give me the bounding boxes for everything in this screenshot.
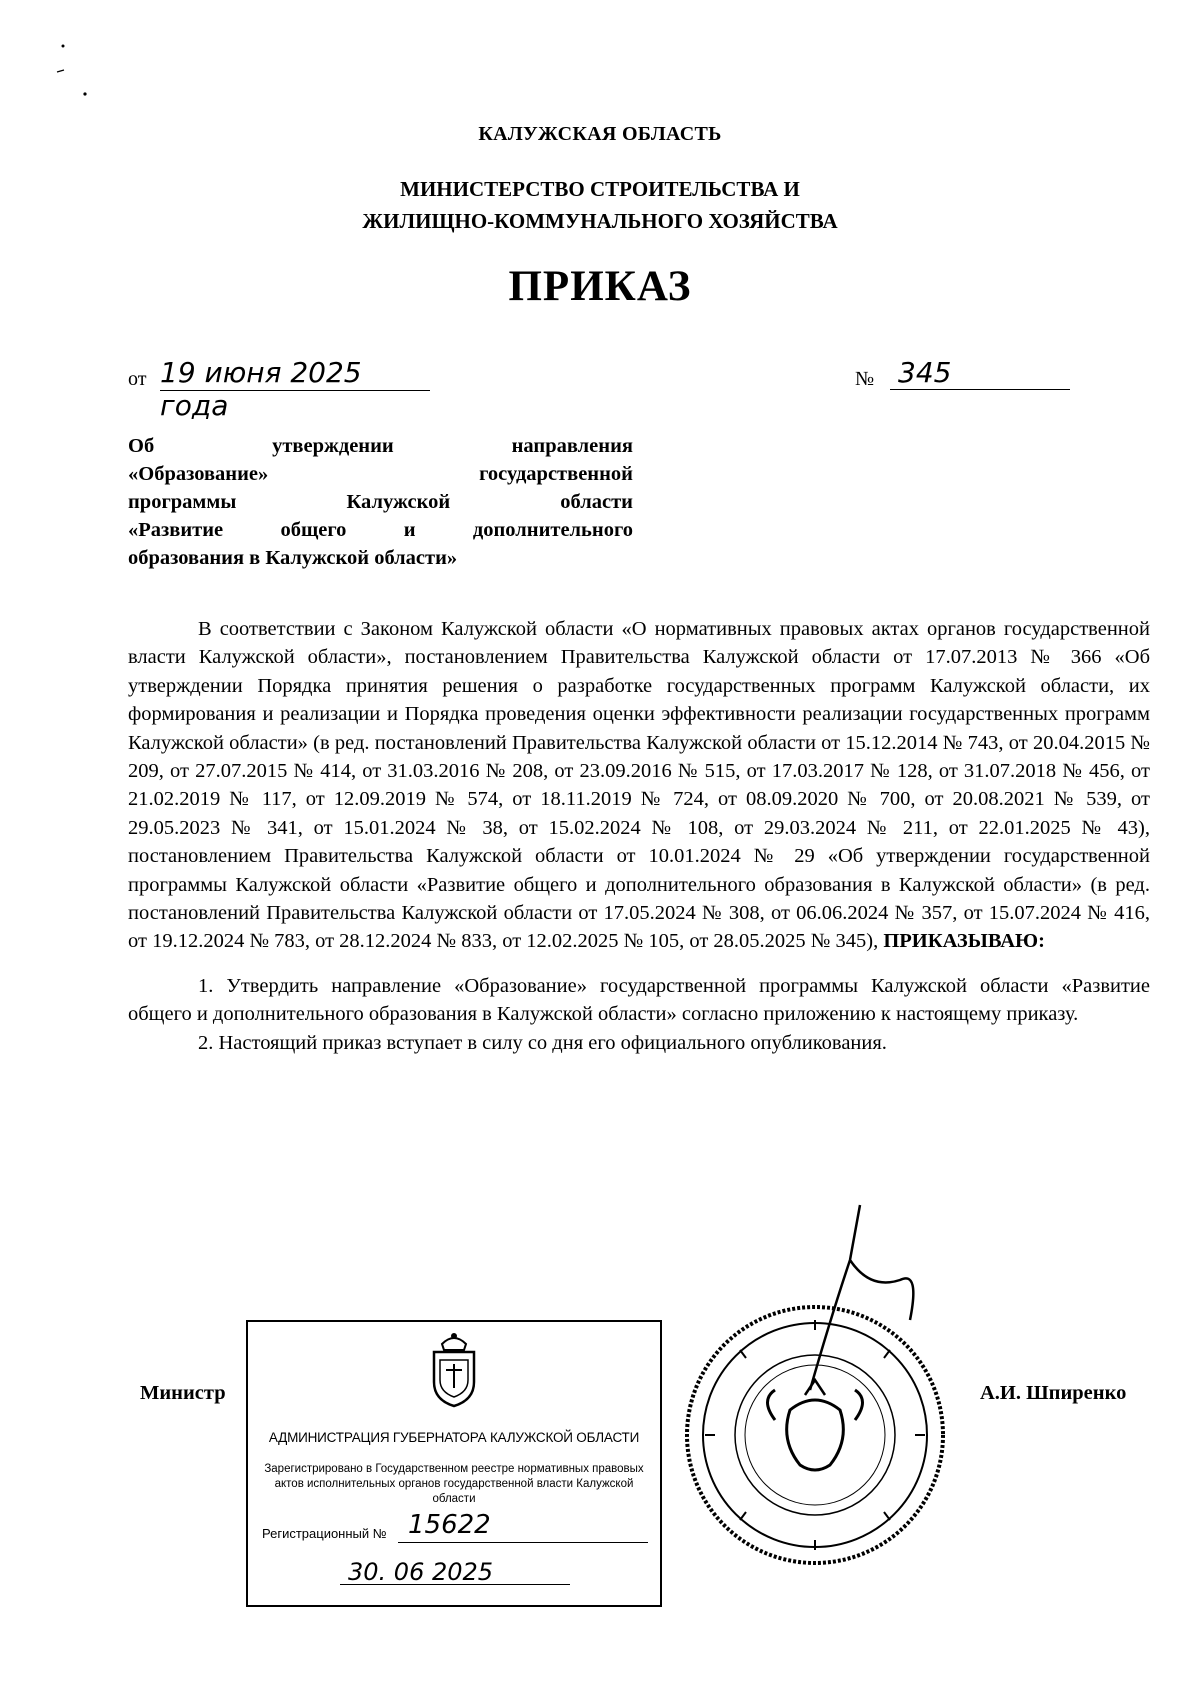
preamble-text: В соответствии с Законом Калужской области «О нормативных правовых актах органов государственной власти Калужской области», постановлением Правительства Калужской области от 17.07.2013 № 366 «Об утверждении Порядка принятия решения о разработке государственных программ Калужской области, их формирования и реализации и Порядка проведения оценки эффективности реализации государственных программ Калужской области» (в ред. постановлений Правительства Калужской области от 15.12.2014 № 743, от 20.04.2015 № 209, от 27.07.2015 № 414, от 31.03.2016 № 208, от 23.09.2016 № 515, от 17.03.2017 № 128, от 31.07.2018 № 456, от 21.02.2019 № 117, от 12.09.2019 № 574, от 18.11.2019 № 724, от 08.09.2020 № 700, от 20.08.2021 № 539, от 29.05.2023 № 341, от 15.01.2024 № 38, от 15.02.2024 № 108, от 29.03.2024 № 211, от 22.01.2025 № 43), постановлением Правительства Калужской области от 10.01.2024 № 29 «Об утверждении государственной программы Калужской области «Развитие общего и дополнительного образования в Калужской области» (в ред. постановлений Правительства Калужской области от 17.05.2024 № 308, от 06.06.2024 № 357, от 15.07.2024 № 416, от 19.12.2024 № 783, от 28.12.2024 № 833, от 12.02.2025 № 105, от 28.05.2025 № 345), xyxy=(128,618,1150,953)
preamble-paragraph xyxy=(128,615,1150,956)
order-item-2: 2. Настоящий приказ вступает в силу со дня его официального опубликования. xyxy=(198,1031,887,1054)
subject-line-4: «Развитие общего и дополнительного xyxy=(128,519,633,541)
stamp-reg-number: 15622 xyxy=(408,1510,491,1540)
ministry-line-1: МИНИСТЕРСТВО СТРОИТЕЛЬСТВА И xyxy=(400,177,800,201)
subject-line-1: Об утверждении направления xyxy=(128,435,633,457)
date-prefix: от xyxy=(128,368,147,390)
number-prefix: № xyxy=(855,368,875,390)
signer-title: Министр xyxy=(140,1382,226,1404)
document-subject xyxy=(128,432,633,572)
coat-of-arms-icon xyxy=(424,1330,484,1410)
order-word: ПРИКАЗЫВАЮ: xyxy=(883,930,1045,953)
document-type-title: ПРИКАЗ xyxy=(508,263,692,310)
document-body xyxy=(128,615,1150,1057)
subject-line-2: «Образование» государственной xyxy=(128,463,633,485)
handwritten-signature xyxy=(790,1200,930,1400)
handwritten-number: 345 xyxy=(890,356,1070,390)
scan-specks xyxy=(55,40,115,100)
subject-line-5: образования в Калужской области» xyxy=(128,547,458,569)
stamp-title: АДМИНИСТРАЦИЯ ГУБЕРНАТОРА КАЛУЖСКОЙ ОБЛАСТИ xyxy=(268,1430,640,1445)
ministry-line-2: ЖИЛИЩНО-КОММУНАЛЬНОГО ХОЗЯЙСТВА xyxy=(362,209,838,233)
stamp-text: Зарегистрировано в Государственном реестре нормативных правовых актов исполнительных органов государственной власти Калужской области xyxy=(264,1463,644,1505)
region-heading: КАЛУЖСКАЯ ОБЛАСТЬ xyxy=(478,123,722,145)
handwritten-date: 19 июня 2025 года xyxy=(160,356,430,391)
subject-line-3: программы Калужской области xyxy=(128,491,633,513)
ministry-heading xyxy=(0,173,1200,237)
registration-stamp xyxy=(246,1320,662,1607)
stamp-reg-label: Регистрационный № xyxy=(262,1526,387,1541)
stamp-reg-date: 30. 06 2025 xyxy=(348,1558,494,1586)
signer-name: А.И. Шпиренко xyxy=(980,1382,1127,1404)
order-item-1: 1. Утвердить направление «Образование» государственной программы Калужской области «Развитие общего и дополнительного образования в Калужской области» согласно приложению к настоящему приказу. xyxy=(128,974,1150,1026)
